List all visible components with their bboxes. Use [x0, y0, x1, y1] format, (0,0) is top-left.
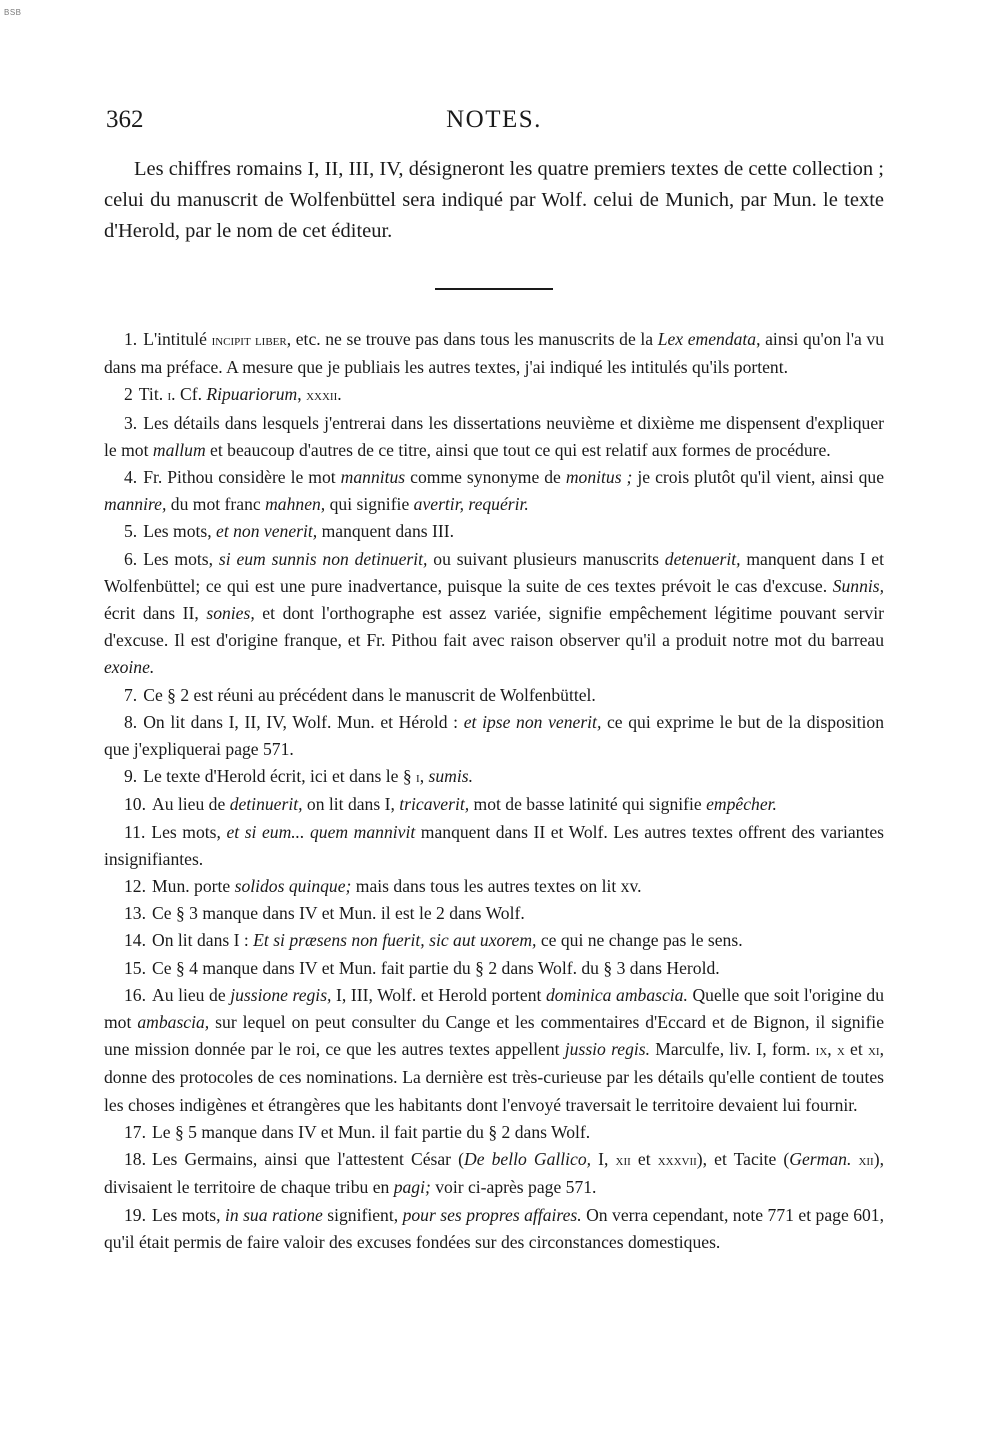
note-item	[104, 1202, 884, 1256]
note-text: Au lieu de	[152, 984, 231, 1005]
page-header	[104, 106, 884, 146]
note-item	[104, 1146, 884, 1201]
note-text: comme synonyme de	[405, 467, 566, 488]
note-number: 7.	[124, 684, 138, 705]
note-text: xxxvii	[657, 1151, 697, 1170]
note-item	[104, 873, 884, 900]
note-text: qui signifie	[325, 494, 414, 515]
note-text: avertir, requérir.	[413, 494, 529, 515]
note-number: 12.	[124, 876, 146, 897]
note-number: 14.	[124, 930, 146, 951]
note-item	[104, 709, 884, 763]
note-number: 9.	[124, 766, 138, 787]
note-text: ,	[419, 766, 429, 787]
note-text: Les mots,	[143, 548, 219, 569]
note-text: Les mots,	[151, 821, 227, 842]
note-text: pagi;	[393, 1177, 431, 1198]
note-text: I, III, Wolf. et Herold portent	[331, 984, 546, 1005]
note-item	[104, 381, 884, 409]
note-text: et beaucoup d'autres de ce titre, ainsi que tout ce qui est relatif aux formes de procédure.	[205, 439, 831, 460]
note-text: ce qui ne change pas le sens.	[536, 930, 743, 951]
note-text: je crois plutôt qu'il vient, ainsi que	[632, 467, 885, 488]
note-text: Les mots,	[143, 521, 217, 542]
note-text: mannitus	[340, 467, 406, 488]
note-number: 19.	[124, 1204, 146, 1225]
note-text: xi	[867, 1041, 880, 1060]
note-text: Ce § 4 manque dans IV et Mun. fait partie du § 2 dans Wolf. du § 3 dans Herold.	[152, 957, 720, 978]
note-text: si eum sunnis non detinuerit,	[218, 548, 428, 569]
note-text: ,	[827, 1039, 837, 1060]
note-item	[104, 900, 884, 927]
note-text: Marculfe, liv. I, form.	[650, 1039, 816, 1060]
note-text: ), et Tacite (	[696, 1149, 790, 1170]
note-item	[104, 763, 884, 791]
note-item	[104, 682, 884, 709]
note-text: mais dans tous les autres textes on lit xv.	[351, 876, 642, 897]
note-text: xii	[615, 1151, 631, 1170]
note-text: Quelle que soit l'origine du mot	[104, 984, 884, 1033]
note-text: detinuerit,	[229, 794, 303, 815]
note-text: jussio regis.	[564, 1039, 650, 1060]
note-item	[104, 546, 884, 682]
note-text: Lex emendata	[657, 329, 757, 349]
section-divider	[435, 288, 553, 290]
note-number: 1.	[124, 329, 138, 349]
note-number: 13.	[124, 903, 146, 924]
note-text: On lit dans I, II, IV, Wolf. Mun. et Hérold :	[143, 711, 464, 732]
note-number: 15.	[124, 957, 146, 978]
note-text: detenuerit,	[664, 548, 741, 569]
note-number: 16.	[124, 984, 146, 1005]
note-item	[104, 791, 884, 818]
note-text: I,	[591, 1149, 616, 1170]
note-text: Mun. porte	[152, 876, 235, 897]
note-text: du mot franc	[166, 494, 266, 515]
note-text: i	[416, 768, 420, 787]
note-text: , donne des protocoles de ces nominations. La dernière est très-curieuse par les détails qu'elle contient de toutes les choses indigènes et étrangères que les habitants dont l'envoyé traversait le territoire devaient lui fournir.	[104, 1039, 884, 1115]
note-text: tricaverit,	[399, 794, 470, 815]
note-text: Le texte d'Herold écrit, ici et dans le §	[143, 766, 417, 787]
note-item	[104, 518, 884, 545]
note-number: 6.	[124, 548, 138, 569]
note-text: sur lequel on peut consulter du Cange et les commentaires d'Eccard et de Bignon, il signifie une mission donnée par le roi, ce que les autres textes appellent	[104, 1012, 884, 1060]
note-item	[104, 410, 884, 464]
note-text: ix	[815, 1041, 828, 1060]
note-text: solidos quinque;	[234, 876, 352, 897]
note-number: 4.	[124, 467, 138, 488]
note-number: 2	[124, 384, 133, 405]
note-text: jussione regis,	[230, 984, 332, 1005]
notes-list	[104, 326, 884, 1256]
note-text: sonies,	[206, 603, 255, 624]
note-text: .	[337, 384, 342, 405]
note-text: , ainsi qu'on l'a vu dans ma préface. A mesure que je publiais les autres textes, j'ai indiqué les intitulés qu'ils portent.	[104, 329, 884, 378]
book-page	[104, 106, 884, 1256]
note-text: Fr. Pithou considère le mot	[143, 467, 341, 488]
note-text: dominica ambascia.	[545, 984, 688, 1005]
note-text: ou suivant plusieurs manuscrits	[427, 548, 665, 569]
note-text: Et si præsens non fuerit, sic aut uxorem,	[253, 930, 537, 951]
note-text: manquent dans III.	[317, 521, 454, 542]
note-text: mannire,	[104, 494, 167, 515]
running-head: NOTES.	[446, 106, 542, 133]
note-text: Les Germains, ainsi que l'attestent César (	[152, 1149, 464, 1170]
note-number: 5.	[124, 521, 138, 542]
note-text: , etc. ne se trouve pas dans tous les manuscrits de la	[286, 329, 658, 349]
note-number: 11.	[124, 821, 146, 842]
note-text: et ipse non venerit,	[463, 711, 602, 732]
library-mark: BSB	[4, 8, 22, 17]
note-text: German.	[789, 1149, 852, 1170]
note-item	[104, 819, 884, 873]
note-text: xxxii	[306, 386, 338, 405]
note-text: ), divisaient le territoire de chaque tribu en	[104, 1149, 884, 1198]
note-text: ambascia,	[137, 1012, 210, 1033]
note-text: Les mots,	[152, 1204, 225, 1225]
note-item	[104, 464, 884, 518]
note-text: De bello Gallico,	[464, 1149, 592, 1170]
note-number: 8.	[124, 711, 138, 732]
note-text: L'intitulé	[143, 329, 212, 349]
intro-paragraph: Les chiffres romains I, II, III, IV, désigneront les quatre premiers textes de cette collection ; celui du manuscrit de Wolfenbüttel sera indiqué par Wolf. celui de Munich, par Mun. le texte d'Herold, par le nom de cet éditeur.	[104, 158, 884, 242]
note-text: et dont l'orthographe est assez variée, signifie empêchement légitime pouvant servir d'excuse. Il est d'origine franque, et Fr. Pithou fait avec raison observer qu'il a produit notre mot du barreau	[104, 603, 884, 651]
note-item	[104, 927, 884, 954]
note-text: ce qui exprime le but de la disposition que j'expliquerai page 571.	[104, 711, 884, 760]
note-item	[104, 982, 884, 1119]
note-text: et	[630, 1149, 658, 1170]
note-text: manquent dans I et Wolfenbüttel; ce qui est une pure inadvertance, puisque la suite de ces textes prévoit le cas d'excuse.	[104, 548, 885, 596]
note-text: on lit dans I,	[302, 794, 400, 815]
note-number: 3.	[124, 412, 138, 433]
page-number: 362	[106, 106, 144, 133]
note-text: monitus ;	[565, 467, 633, 488]
note-text: sumis.	[428, 766, 473, 787]
note-text: Les détails dans lesquels j'entrerai dans les dissertations neuvième et dixième me dispensent d'expliquer le mot	[104, 412, 884, 460]
note-text: On verra cependant, note 771 et page 601, qu'il était permis de faire valoir des excuses fondées sur des circonstances domestiques.	[104, 1204, 884, 1252]
note-text: voir ci-après page 571.	[430, 1177, 597, 1198]
note-text: écrit dans II,	[104, 603, 207, 624]
note-item	[104, 955, 884, 982]
note-item	[104, 326, 884, 381]
note-text: Ripuariorum	[206, 384, 298, 405]
note-text: et non venerit,	[216, 521, 318, 542]
note-text: xii	[858, 1151, 874, 1170]
note-text: manquent dans II et Wolf. Les autres textes offrent des variantes insignifiantes.	[104, 821, 884, 869]
note-text: . Cf.	[171, 384, 207, 405]
note-text: i	[167, 386, 172, 405]
note-text: mallum	[152, 439, 206, 460]
note-text: Le § 5 manque dans IV et Mun. il fait partie du § 2 dans Wolf.	[152, 1121, 591, 1142]
note-number: 17.	[124, 1121, 146, 1142]
note-text: empêcher.	[706, 794, 777, 815]
note-text: mahnen,	[265, 494, 326, 515]
note-text: signifient,	[322, 1204, 403, 1225]
note-number: 10.	[124, 794, 146, 815]
note-text: pour ses propres affaires.	[402, 1204, 582, 1225]
note-item	[104, 1119, 884, 1146]
note-text: Ce § 3 manque dans IV et Mun. il est le 2 dans Wolf.	[152, 903, 525, 924]
note-text: mot de basse latinité qui signifie	[469, 794, 707, 815]
note-text: ,	[297, 384, 307, 405]
note-text: et	[844, 1039, 868, 1060]
note-text: Sunnis,	[832, 575, 884, 596]
note-text: On lit dans I :	[152, 930, 254, 951]
note-text: x	[836, 1041, 845, 1060]
note-text: Ce § 2 est réuni au précédent dans le manuscrit de Wolfenbüttel.	[143, 684, 596, 705]
note-text: Au lieu de	[152, 794, 230, 815]
note-text: et si eum... quem mannivit	[226, 821, 416, 842]
note-text: Tit.	[138, 384, 168, 405]
note-text: exoine.	[104, 657, 155, 678]
note-text: incipit liber	[211, 331, 287, 349]
note-number: 18.	[124, 1149, 146, 1170]
note-text: in sua ratione	[224, 1204, 323, 1225]
